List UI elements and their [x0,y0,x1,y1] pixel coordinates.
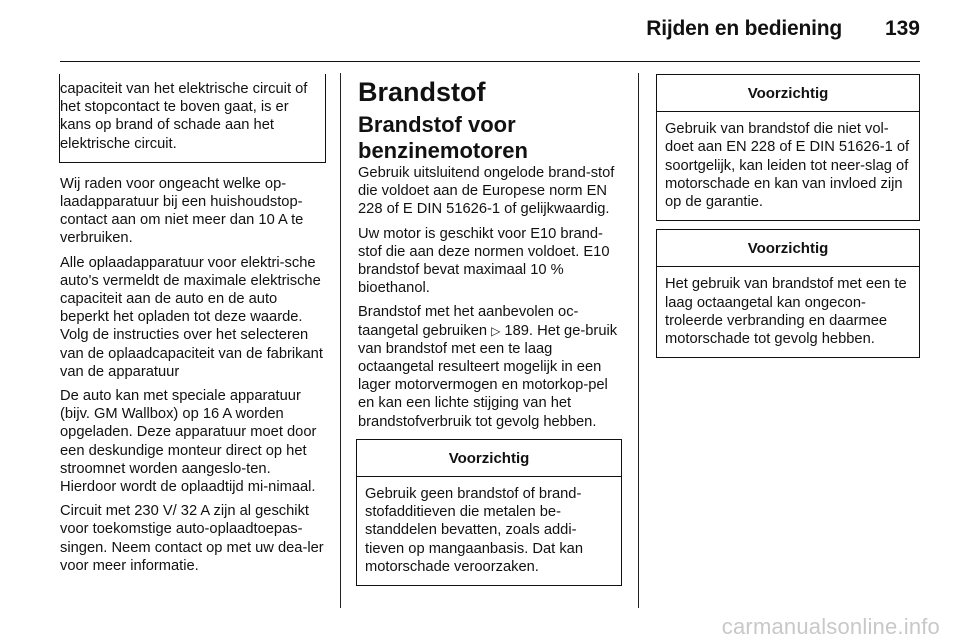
caution-title: Voorzichtig [747,240,829,258]
paragraph: Wij raden voor ongeacht welke op-laadapparatuur bij een huishoudstop-contact aan om niet meer dan 10 A te verbruiken. [60,175,304,247]
header-divider [60,61,920,62]
section-heading: Brandstof [358,77,486,107]
page-reference-arrow-icon: ▷ [491,323,501,338]
caution-box [656,229,920,358]
column-divider-right [638,73,639,608]
section-title: Rijden en bediening [646,17,842,40]
caution-text: Gebruik geen brandstof of brand-stofadditieven die metalen be-standdelen bevatten, zoals addi-tieven op mangaanbasis. Dat kan motorschade veroorzaken. [365,486,584,575]
column-divider-left [340,73,341,608]
paragraph-text: 189. Het ge-bruik van brandstof met een te laag octaangetal resulteert mogelijk in een lager motorvermogen en motorkop-pel en kan een lichte stijging van het brandstofverbruik tot gevolg hebben. [358,322,618,430]
caution-text: Het gebruik van brandstof met een te laag octaangetal kan ongecon-troleerde verbranding en daarmee motorschade tot gevolg hebben. [665,276,907,348]
subsection-heading: Brandstof voor benzinemotoren [358,112,528,163]
watermark: carmanualsonline.info [721,614,940,639]
column-2 [358,76,623,586]
paragraph: Circuit met 230 V/ 32 A zijn al geschikt voor toekomstige auto-oplaadtoepas-singen. Neem contact op met uw dea-ler voor meer informatie. [60,503,324,574]
paragraph: Alle oplaadapparatuur voor elektri-sche auto's vermeldt de maximale elektrische capaciteit aan de auto en de auto beperkt het opladen tot deze waarde. Volg de instructies over het selecteren van de oplaadcapaciteit van de fabrikant van de apparatuur [60,254,323,380]
paragraph-with-reference [358,303,623,430]
column-1 [60,74,326,581]
paragraph-text: Brandstof met het aanbevolen oc-taangetal gebruiken [358,304,579,339]
continued-warning-text: capaciteit van het elektrische circuit of het stopcontact te boven gaat, is er kans op brand of schade aan het elektrische circuit. [60,81,308,152]
paragraph: Gebruik uitsluitend ongelode brand-stof die voldoet aan de Europese norm EN 228 of E DIN 51626-1 of gelijkwaardig. [358,165,615,218]
paragraph: De auto kan met speciale apparatuur (bijv. GM Wallbox) op 16 A worden opgeladen. Deze apparatuur moet door een deskundige monteur direct op het stroomnet worden aangeslo-ten. Hierdoor wordt de oplaadtijd mi-nimaal. [60,388,317,496]
column-3 [656,74,920,358]
caution-box [356,439,622,586]
caution-title: Voorzichtig [747,85,829,102]
page-header [0,0,960,60]
caution-title: Voorzichtig [448,449,530,467]
caution-text: Gebruik van brandstof die niet vol-doet aan EN 228 of E DIN 51626-1 of soortgelijk, kan leiden tot neer-slag of motorschade en kan van invloed zijn op de garantie. [665,121,910,211]
page-number: 139 [884,17,920,40]
paragraph: Uw motor is geschikt voor E10 brand-stof die aan deze normen voldoet. E10 brandstof bevat maximaal 10 % bioethanol. [358,225,610,297]
continued-warning-box [59,74,326,163]
caution-box [656,74,920,221]
